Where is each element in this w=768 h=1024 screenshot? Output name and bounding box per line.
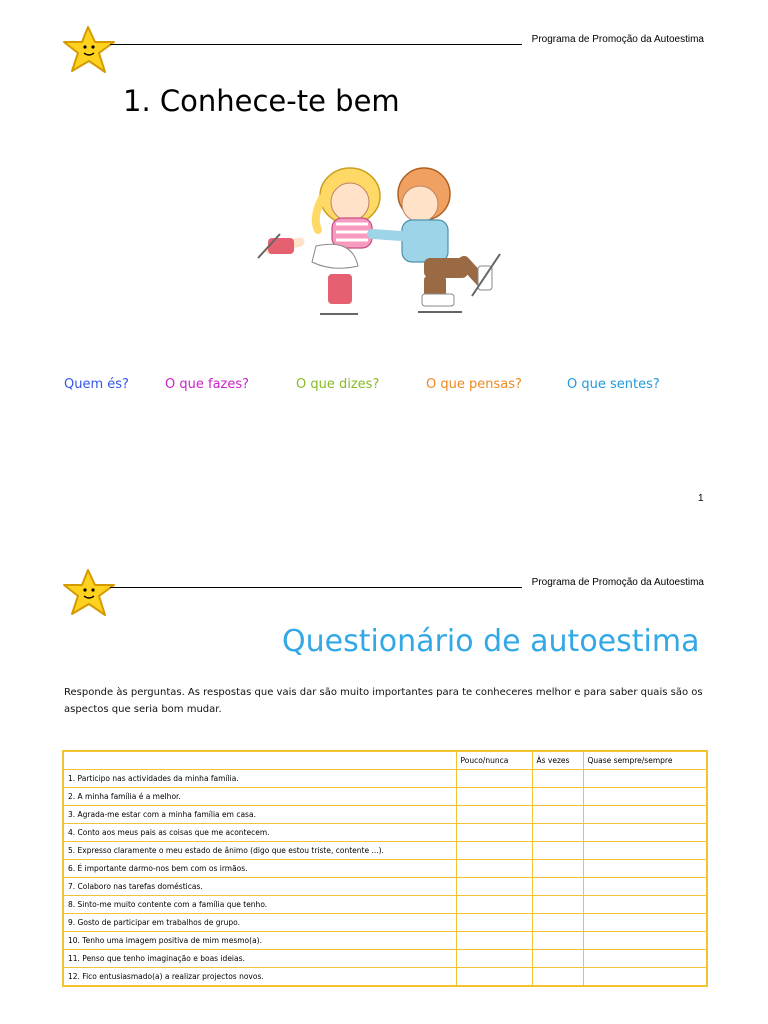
star-icon	[62, 568, 118, 620]
answer-always-cell[interactable]	[583, 914, 707, 932]
statement-cell: 3. Agrada-me estar com a minha família em casa.	[63, 806, 456, 824]
table-row	[63, 860, 707, 878]
table-row	[63, 896, 707, 914]
statement-cell: 11. Penso que tenho imaginação e boas ideias.	[63, 950, 456, 968]
answer-rarely-cell[interactable]	[456, 806, 532, 824]
questionnaire-table	[62, 750, 708, 987]
answer-sometimes-cell[interactable]	[532, 950, 583, 968]
column-header-statement	[63, 751, 456, 770]
table-row	[63, 914, 707, 932]
skating-children-illustration	[252, 158, 504, 322]
table-header-row	[63, 751, 707, 770]
answer-sometimes-cell[interactable]	[532, 914, 583, 932]
answer-rarely-cell[interactable]	[456, 950, 532, 968]
answer-always-cell[interactable]	[583, 950, 707, 968]
page-header	[62, 576, 704, 626]
column-header-rarely: Pouco/nunca	[456, 751, 532, 770]
answer-sometimes-cell[interactable]	[532, 878, 583, 896]
table-row	[63, 932, 707, 950]
header-rule	[110, 44, 522, 45]
question-what-do-you-feel: O que sentes?	[567, 377, 660, 392]
answer-sometimes-cell[interactable]	[532, 770, 583, 788]
answer-rarely-cell[interactable]	[456, 824, 532, 842]
question-what-do-you-do: O que fazes?	[165, 377, 250, 392]
answer-always-cell[interactable]	[583, 806, 707, 824]
answer-sometimes-cell[interactable]	[532, 788, 583, 806]
table-row	[63, 968, 707, 987]
table-row	[63, 770, 707, 788]
statement-cell: 1. Participo nas actividades da minha família.	[63, 770, 456, 788]
answer-always-cell[interactable]	[583, 932, 707, 950]
page-title: 1. Conhece-te bem	[123, 84, 400, 118]
answer-always-cell[interactable]	[583, 968, 707, 987]
star-icon	[62, 25, 118, 77]
statement-cell: 2. A minha família é a melhor.	[63, 788, 456, 806]
answer-sometimes-cell[interactable]	[532, 824, 583, 842]
answer-rarely-cell[interactable]	[456, 770, 532, 788]
statement-cell: 9. Gosto de participar em trabalhos de grupo.	[63, 914, 456, 932]
table-row	[63, 842, 707, 860]
answer-sometimes-cell[interactable]	[532, 968, 583, 987]
answer-always-cell[interactable]	[583, 842, 707, 860]
answer-rarely-cell[interactable]	[456, 914, 532, 932]
answer-sometimes-cell[interactable]	[532, 860, 583, 878]
question-who-are-you: Quem és?	[64, 377, 129, 392]
statement-cell: 12. Fico entusiasmado(a) a realizar projectos novos.	[63, 968, 456, 987]
header-program-text: Programa de Promoção da Autoestima	[531, 34, 704, 45]
answer-always-cell[interactable]	[583, 788, 707, 806]
table-row	[63, 878, 707, 896]
statement-cell: 6. É importante darmo-nos bem com os irmãos.	[63, 860, 456, 878]
column-header-always: Quase sempre/sempre	[583, 751, 707, 770]
answer-always-cell[interactable]	[583, 878, 707, 896]
header-program-text: Programa de Promoção da Autoestima	[531, 577, 704, 588]
page-number: 1	[698, 493, 704, 504]
statement-cell: 4. Conto aos meus pais as coisas que me acontecem.	[63, 824, 456, 842]
questionnaire-intro: Responde às perguntas. As respostas que vais dar são muito importantes para te conheceres melhor e para saber quais são os aspectos que seria bom mudar.	[64, 687, 703, 715]
statement-cell: 5. Expresso claramente o meu estado de ânimo (digo que estou triste, contente ...).	[63, 842, 456, 860]
statement-cell: 10. Tenho uma imagem positiva de mim mesmo(a).	[63, 932, 456, 950]
answer-rarely-cell[interactable]	[456, 878, 532, 896]
column-header-sometimes: Às vezes	[532, 751, 583, 770]
answer-sometimes-cell[interactable]	[532, 806, 583, 824]
answer-always-cell[interactable]	[583, 896, 707, 914]
table-row	[63, 788, 707, 806]
answer-rarely-cell[interactable]	[456, 896, 532, 914]
question-what-do-you-think: O que pensas?	[426, 377, 522, 392]
table-row	[63, 824, 707, 842]
answer-rarely-cell[interactable]	[456, 788, 532, 806]
answer-rarely-cell[interactable]	[456, 842, 532, 860]
answer-rarely-cell[interactable]	[456, 968, 532, 987]
answer-always-cell[interactable]	[583, 860, 707, 878]
header-rule	[110, 587, 522, 588]
questionnaire-title: Questionário de autoestima	[282, 624, 700, 659]
page-header	[62, 33, 704, 83]
answer-always-cell[interactable]	[583, 770, 707, 788]
answer-always-cell[interactable]	[583, 824, 707, 842]
answer-sometimes-cell[interactable]	[532, 896, 583, 914]
table-row	[63, 806, 707, 824]
table-row	[63, 950, 707, 968]
question-what-do-you-say: O que dizes?	[296, 377, 380, 392]
answer-rarely-cell[interactable]	[456, 860, 532, 878]
answer-sometimes-cell[interactable]	[532, 842, 583, 860]
statement-cell: 8. Sinto-me muito contente com a família que tenho.	[63, 896, 456, 914]
questions-row	[0, 377, 768, 397]
answer-sometimes-cell[interactable]	[532, 932, 583, 950]
answer-rarely-cell[interactable]	[456, 932, 532, 950]
statement-cell: 7. Colaboro nas tarefas domésticas.	[63, 878, 456, 896]
